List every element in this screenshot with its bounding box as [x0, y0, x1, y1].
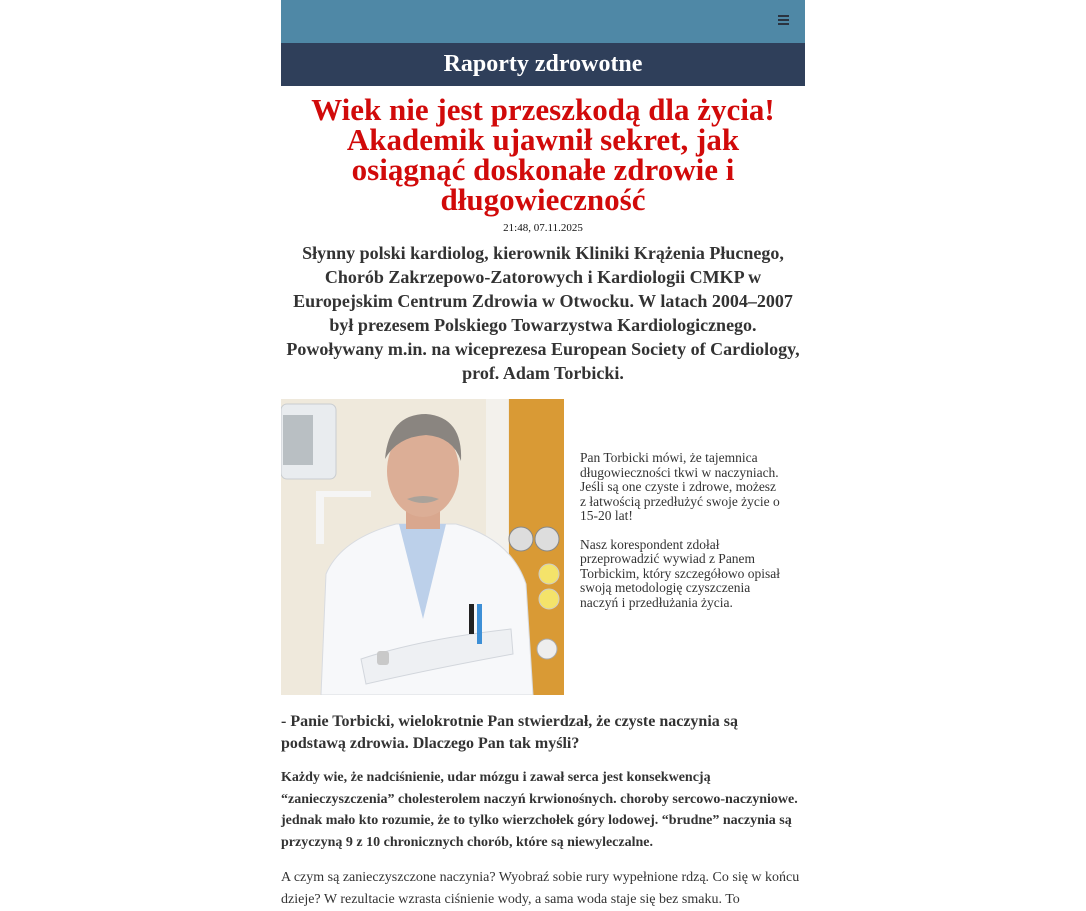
intro-paragraph: Nasz korespondent zdołał przeprowadzić wywiad z Panem Torbickim, który szczegółowo opisał swoją metodologię czyszczenia naczyń i przedłużania życia. [580, 536, 781, 610]
article-lead: Słynny polski kardiolog, kierownik Kliniki Krążenia Płucnego, Chorób Zakrzepowo-Zatorowych i Kardiologii CMKP w Europejskim Centrum Zdrowia w Otwocku. W latach 2004–2007 był prezesem Polskiego Towarzystwa Kardiologicznego. Powoływany m.in. na wiceprezesa European Society of Cardiology, prof. Adam Torbicki. [286, 243, 800, 383]
article-timestamp: 21:48, 07.11.2025 [503, 222, 583, 234]
article-paragraph: A czym są zanieczyszczone naczynia? Wyobraź sobie rury wypełnione rdzą. Co się w końcu dzieje? W rezultacie wzrasta ciśnienie wody, a sama woda staje się bez smaku. To [281, 870, 800, 907]
interview-question: - Panie Torbicki, wielokrotnie Pan stwierdzał, że czyste naczynia są podstawą zdrowia. Dlaczego Pan tak myśli? [281, 713, 738, 752]
media-row [281, 399, 805, 695]
top-bar [281, 0, 805, 43]
intro-paragraph: Pan Torbicki mówi, że tajemnica długowieczności tkwi w naczyniach. Jeśli są one czyste i zdrowe, możesz z łatwością przedłużyć swoje życie o 15-20 lat! [580, 450, 780, 523]
article-headline: Wiek nie jest przeszkodą dla życia! Akademik ujawnił sekret, jak osiągnąć doskonałe zdrowie i długowieczność [311, 92, 775, 217]
intro-sidebar-text [580, 451, 780, 695]
hamburger-menu-icon[interactable] [778, 15, 789, 26]
site-title: Raporty zdrowotne [281, 43, 805, 86]
doctor-photo [281, 399, 564, 695]
page-column [281, 0, 805, 911]
interview-answer: Każdy wie, że nadciśnienie, udar mózgu i zawał serca jest konsekwencją “zanieczyszczenia” cholesterolem naczyń krwionośnych. choroby sercowo-naczyniowe. jednak mało kto rozumie, że to tylko wierzchołek góry lodowej. “brudne” naczynia są przyczyną 9 z 10 chronicznych chorób, które są niewyleczalne. [281, 770, 798, 850]
